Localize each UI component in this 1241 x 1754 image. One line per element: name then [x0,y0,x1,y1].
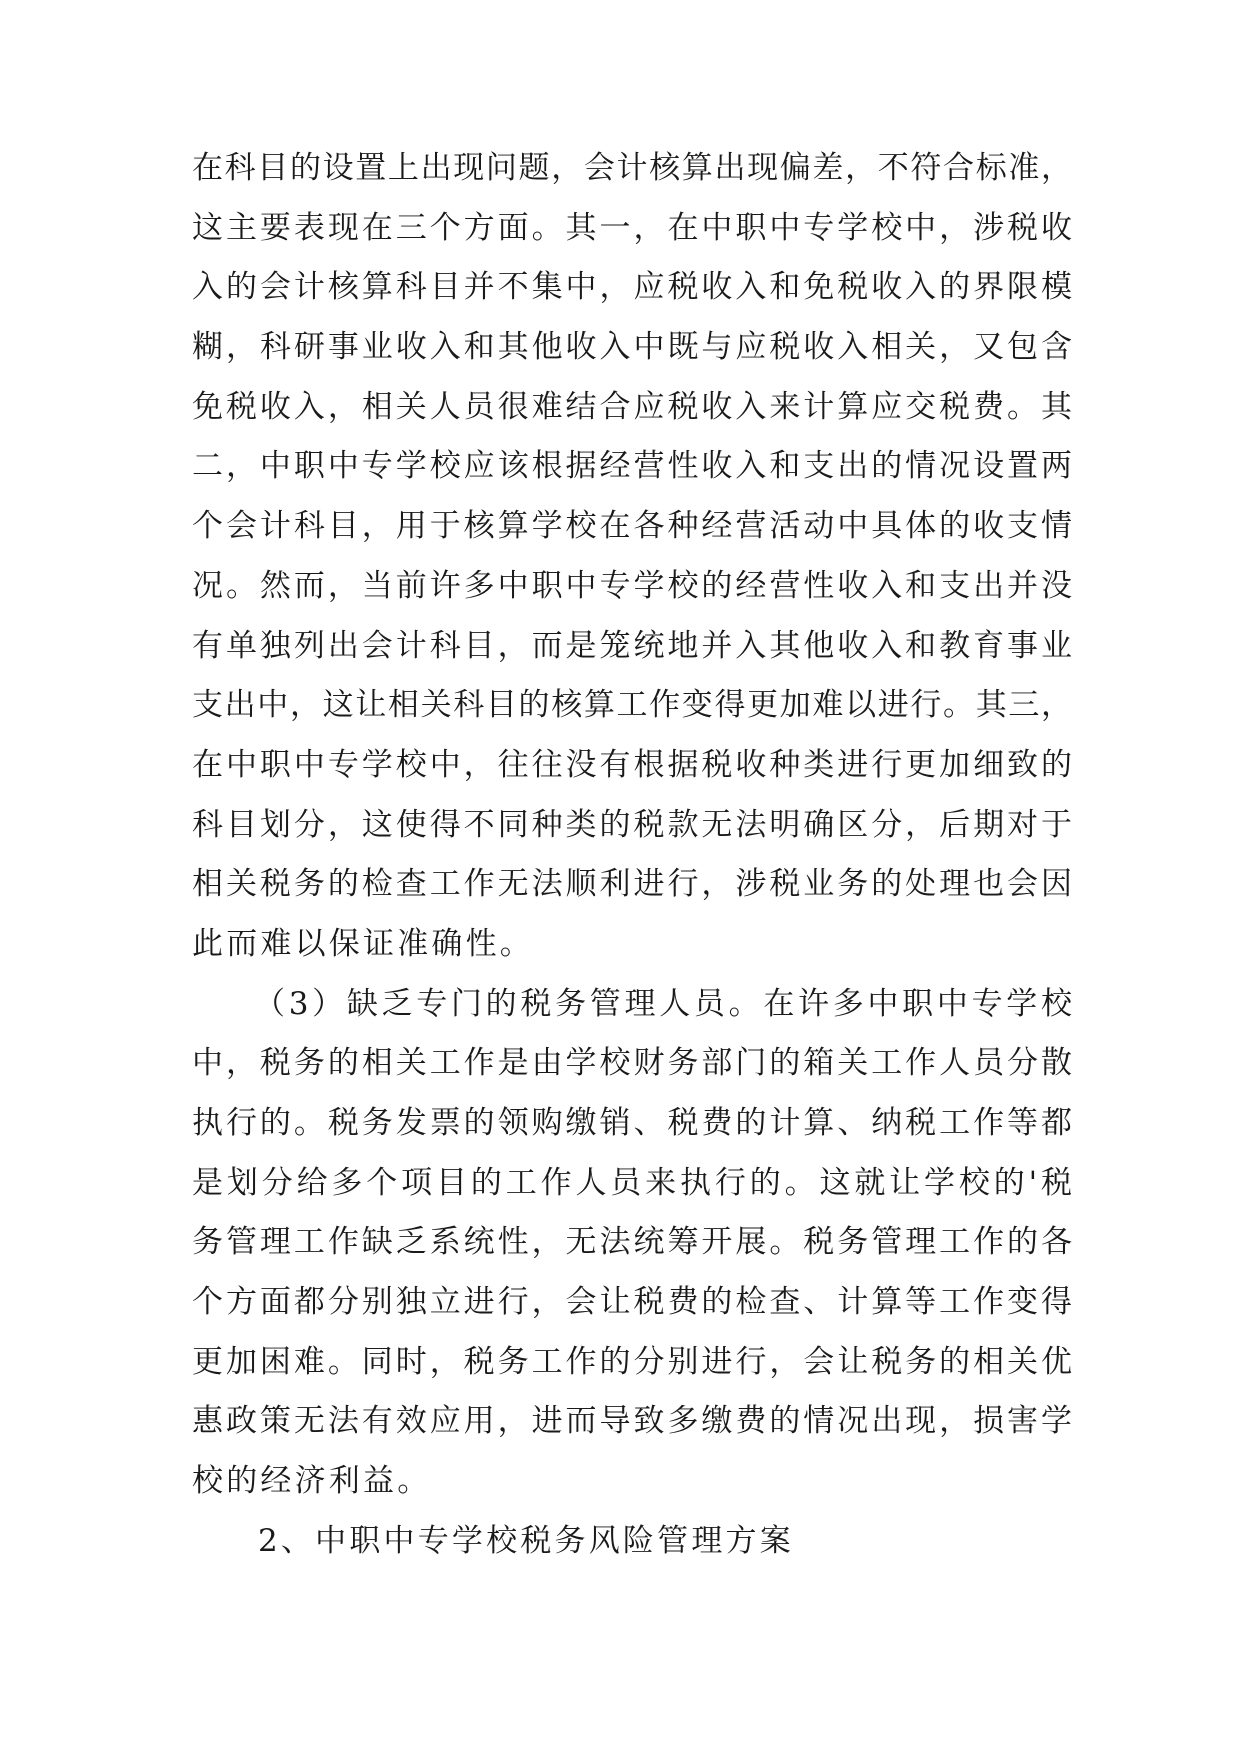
paragraph-2-line: 是划分给多个项目的工作人员来执行的。这就让学校的'税 [192,1164,1072,1201]
paragraph-1-line: 免税收入，相关人员很难结合应税收入来计算应交税费。其 [192,388,1072,425]
paragraph-2-line: 执行的。税务发票的领购缴销、税费的计算、纳税工作等都 [192,1105,1072,1141]
paragraph-1-line: 在中职中专学校中，往往没有根据税收种类进行更加细致的 [192,746,1072,783]
paragraph-1-line: 个会计科目，用于核算学校在各种经营活动中具体的收支情 [192,508,1072,545]
paragraph-1-last-line: 此而难以保证准确性。 [192,925,534,962]
document-body [192,139,1072,1572]
paragraph-1-line: 况。然而，当前许多中职中专学校的经营性收入和支出并没 [192,567,1072,604]
paragraph-1-line: 二，中职中专学校应该根据经营性收入和支出的情况设置两 [192,448,1072,485]
paragraph-2-line: 个方面都分别独立进行，会让税费的检查、计算等工作变得 [192,1284,1072,1321]
paragraph-2-first-line: （3）缺乏专门的税务管理人员。在许多中职中专学校 [254,985,1072,1022]
section-heading: 2、中职中专学校税务风险管理方案 [258,1522,794,1559]
paragraph-2-last-line: 校的经济利益。 [192,1463,432,1500]
paragraph-2-line: 惠政策无法有效应用，进而导致多缴费的情况出现，损害学 [192,1403,1072,1440]
paragraph-2-line: 更加困难。同时，税务工作的分别进行，会让税务的相关优 [192,1343,1072,1380]
paragraph-2-line: 中，税务的相关工作是由学校财务部门的箱关工作人员分散 [192,1045,1072,1082]
paragraph-1-line: 入的会计核算科目并不集中，应税收入和免税收入的界限模 [192,269,1072,306]
paragraph-1-line: 支出中，这让相关科目的核算工作变得更加难以进行。其三， [192,687,1072,724]
paragraph-1-line: 科目划分，这使得不同种类的税款无法明确区分，后期对于 [192,806,1072,843]
paragraph-1-line: 在科目的设置上出现问题，会计核算出现偏差，不符合标准， [192,150,1072,186]
paragraph-1-line: 糊，科研事业收入和其他收入中既与应税收入相关，又包含 [192,329,1072,366]
paragraph-1-line: 有单独列出会计科目，而是笼统地并入其他收入和教育事业 [192,627,1072,664]
paragraph-1-line: 这主要表现在三个方面。其一，在中职中专学校中，涉税收 [192,209,1072,246]
paragraph-2-line: 务管理工作缺乏系统性，无法统筹开展。税务管理工作的各 [192,1224,1072,1261]
paragraph-1-line: 相关税务的检查工作无法顺利进行，涉税业务的处理也会因 [192,866,1072,903]
